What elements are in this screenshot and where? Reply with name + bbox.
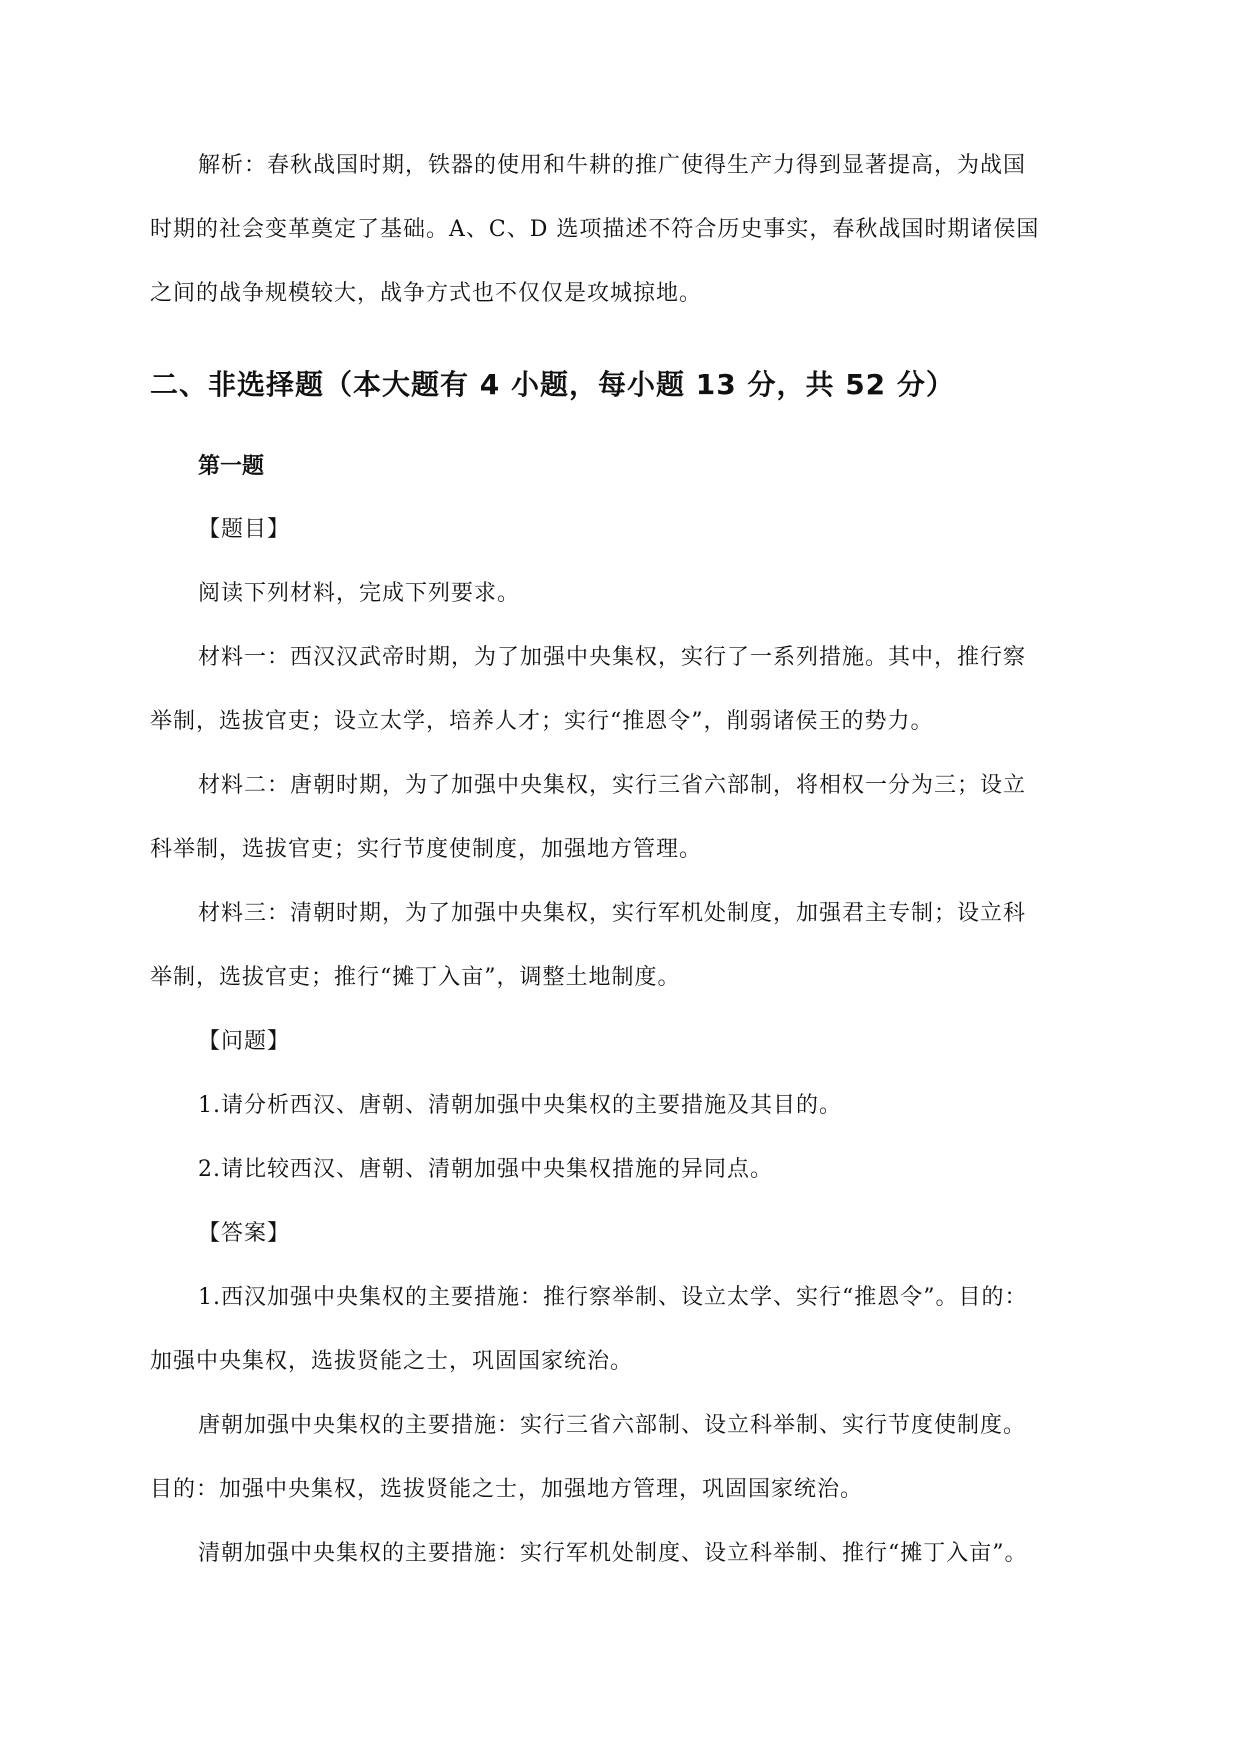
question-title: 第一题 bbox=[198, 454, 265, 479]
answer-1-line-1: 1.西汉加强中央集权的主要措施：推行察举制、设立太学、实行“推恩令”。目的： bbox=[198, 1285, 1028, 1310]
analysis-line-3: 之间的战争规模较大，战争方式也不仅仅是攻城掠地。 bbox=[150, 281, 703, 306]
material-3-line-1: 材料三：清朝时期，为了加强中央集权，实行军机处制度，加强君主专制；设立科 bbox=[198, 901, 1027, 926]
instruction-text: 阅读下列材料，完成下列要求。 bbox=[198, 581, 521, 606]
tag-question: 【题目】 bbox=[198, 517, 291, 542]
material-2-line-1: 材料二：唐朝时期，为了加强中央集权，实行三省六部制，将相权一分为三；设立 bbox=[198, 773, 1027, 798]
answer-3-line-1: 清朝加强中央集权的主要措施：实行军机处制度、设立科举制、推行“摊丁入亩”。 bbox=[198, 1541, 1028, 1566]
material-3-line-2: 举制，选拔官吏；推行“摊丁入亩”，调整土地制度。 bbox=[150, 965, 681, 990]
answer-1-line-2: 加强中央集权，选拔贤能之士，巩固国家统治。 bbox=[150, 1349, 634, 1374]
material-2-line-2: 科举制，选拔官吏；实行节度使制度，加强地方管理。 bbox=[150, 837, 703, 862]
section-heading: 二、非选择题（本大题有 4 小题，每小题 13 分，共 52 分） bbox=[150, 368, 955, 401]
analysis-line-1: 解析：春秋战国时期，铁器的使用和牛耕的推广使得生产力得到显著提高，为战国 bbox=[198, 153, 1027, 178]
answer-2-line-1: 唐朝加强中央集权的主要措施：实行三省六部制、设立科举制、实行节度使制度。 bbox=[198, 1413, 1027, 1438]
material-1-line-2: 举制，选拔官吏；设立太学，培养人才；实行“推恩令”，削弱诸侯王的势力。 bbox=[150, 709, 934, 734]
answer-2-line-2: 目的：加强中央集权，选拔贤能之士，加强地方管理，巩固国家统治。 bbox=[150, 1477, 864, 1502]
material-1-line-1: 材料一：西汉汉武帝时期，为了加强中央集权，实行了一系列措施。其中，推行察 bbox=[198, 645, 1027, 670]
analysis-line-2: 时期的社会变革奠定了基础。A、C、D 选项描述不符合历史事实，春秋战国时期诸侯国 bbox=[150, 217, 1040, 242]
problem-1: 1.请分析西汉、唐朝、清朝加强中央集权的主要措施及其目的。 bbox=[198, 1093, 842, 1118]
tag-problem: 【问题】 bbox=[198, 1029, 291, 1054]
problem-2: 2.请比较西汉、唐朝、清朝加强中央集权措施的异同点。 bbox=[198, 1157, 773, 1182]
tag-answer: 【答案】 bbox=[198, 1221, 291, 1246]
